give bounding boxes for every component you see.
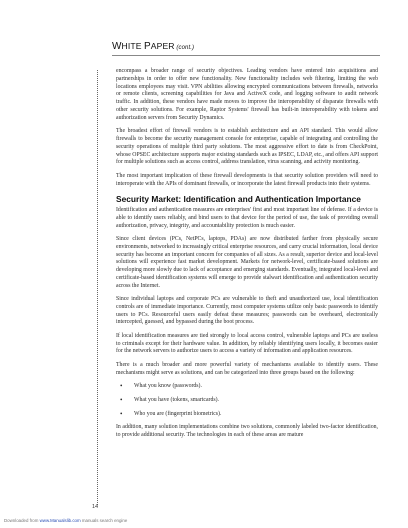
footer-suffix: manuals search engine	[80, 518, 128, 523]
footer	[4, 518, 127, 523]
paragraph: Since client devices (PCs, NetPCs, laptops, PDAs) are now distributed farther from physically secure environments, networked to increasingly critical enterprise resources, and carry crucial information, local device security has become an important concern for companies of all sizes. As a result, superior device and local-level solutions will experience fast market development. Markets for network-level, certificate-based solutions are developing more slowly due to lack of acceptance and emerging standards. Eventually, integrated local-level and certificate-based identification systems will emerge to provide stalwart identification and authentication security across the Internet.	[116, 235, 378, 289]
page-number: 14	[92, 504, 99, 510]
paragraph: The most important implication of these firewall developments is that security solution providers will need to interoperate with the APIs of dominant firewalls, or incorporate the latest firewall products into their systems.	[116, 172, 378, 187]
list-item: • What you have (tokens, smartcards).	[116, 397, 378, 405]
list-item: • Who you are (fingerprint biometrics).	[116, 411, 378, 419]
bullet-list	[116, 383, 378, 418]
paragraph: Since individual laptops and corporate PCs are vulnerable to theft and unauthorized use, local identification controls are of immediate importance. Currently, most computer systems utilize only basic passwords to identify users to PCs. Resourceful users easily defeat these measures; passwords can be overheard, electronically intercepted, guessed, and bypassed during the boot process.	[116, 296, 378, 326]
list-item: • What you know (passwords).	[116, 383, 378, 391]
paragraph: There is a much broader and more powerful variety of mechanisms available to identify users. These mechanisms might serve as solutions, and can be categorized into three groups based on the following:	[116, 361, 378, 376]
section-heading: Security Market: Identification and Authentication Importance	[116, 193, 361, 204]
paragraph: encompass a broader range of security objectives. Leading vendors have entered into acquisitions and partnerships in order to offer new functionality. New functionality includes web filtering, limiting the web locations employees may visit. VPN abilities allowing encrypted communications between firewalls, networks or remote clients, screening capabilities for Java and ActiveX code, and logging software to audit network traffic. In addition, these vendors have made moves to improve the interoperability of disparate firewalls with other security solutions. For example, Raptor Systems' firewall has built-in interoperability with tokens and authorization servers from Security Dynamics.	[116, 68, 378, 121]
footer-prefix: Downloaded from	[4, 518, 40, 523]
document-header	[112, 41, 194, 52]
paragraph: If local identification measures are tied strongly to local access control, vulnerable laptops and PCs are useless to criminals except for their hardware value. In addition, by reliably identifying users locally, it becomes easier for the network servers to authorize users to access a variety of information and application resources.	[116, 332, 378, 355]
header-rule	[112, 55, 380, 56]
header-cont: (cont.)	[174, 45, 195, 51]
paragraph: In addition, many solution implementations combine two solutions, commonly labeled two-factor identification, to provide additional security. The technologies in each of these areas are mature	[116, 424, 378, 439]
body-content	[116, 68, 378, 446]
header-p: P	[144, 41, 151, 52]
footer-link[interactable]: www.Manualslib.com	[39, 518, 81, 523]
paragraph: The broadest effort of firewall vendors is to establish architecture and an API standard. This would allow firewalls to become the security management console for enterprise, capable of integrating and controlling the security operations of multiple third party solutions. The most aggressive effort to date is from CheckPoint, whose OPSEC architecture supports major existing standards such as IPSEC, LDAP, etc., and offers API support for multiple solutions such as access control, address translation, virus scanning, and activity monitoring.	[116, 128, 378, 166]
header-aper: APER	[150, 41, 175, 51]
header-hite: HITE	[121, 41, 145, 51]
margin-dotted-line	[97, 70, 98, 505]
paragraph: Identification and authentication measures are enterprises' first and most important line of defense. If a device is able to identify users reliably, and bind users to that device for the period of use, the task of providing overall authorization, privacy, integrity, and accountability protection is much easier.	[116, 206, 378, 229]
header-w: W	[112, 41, 122, 52]
